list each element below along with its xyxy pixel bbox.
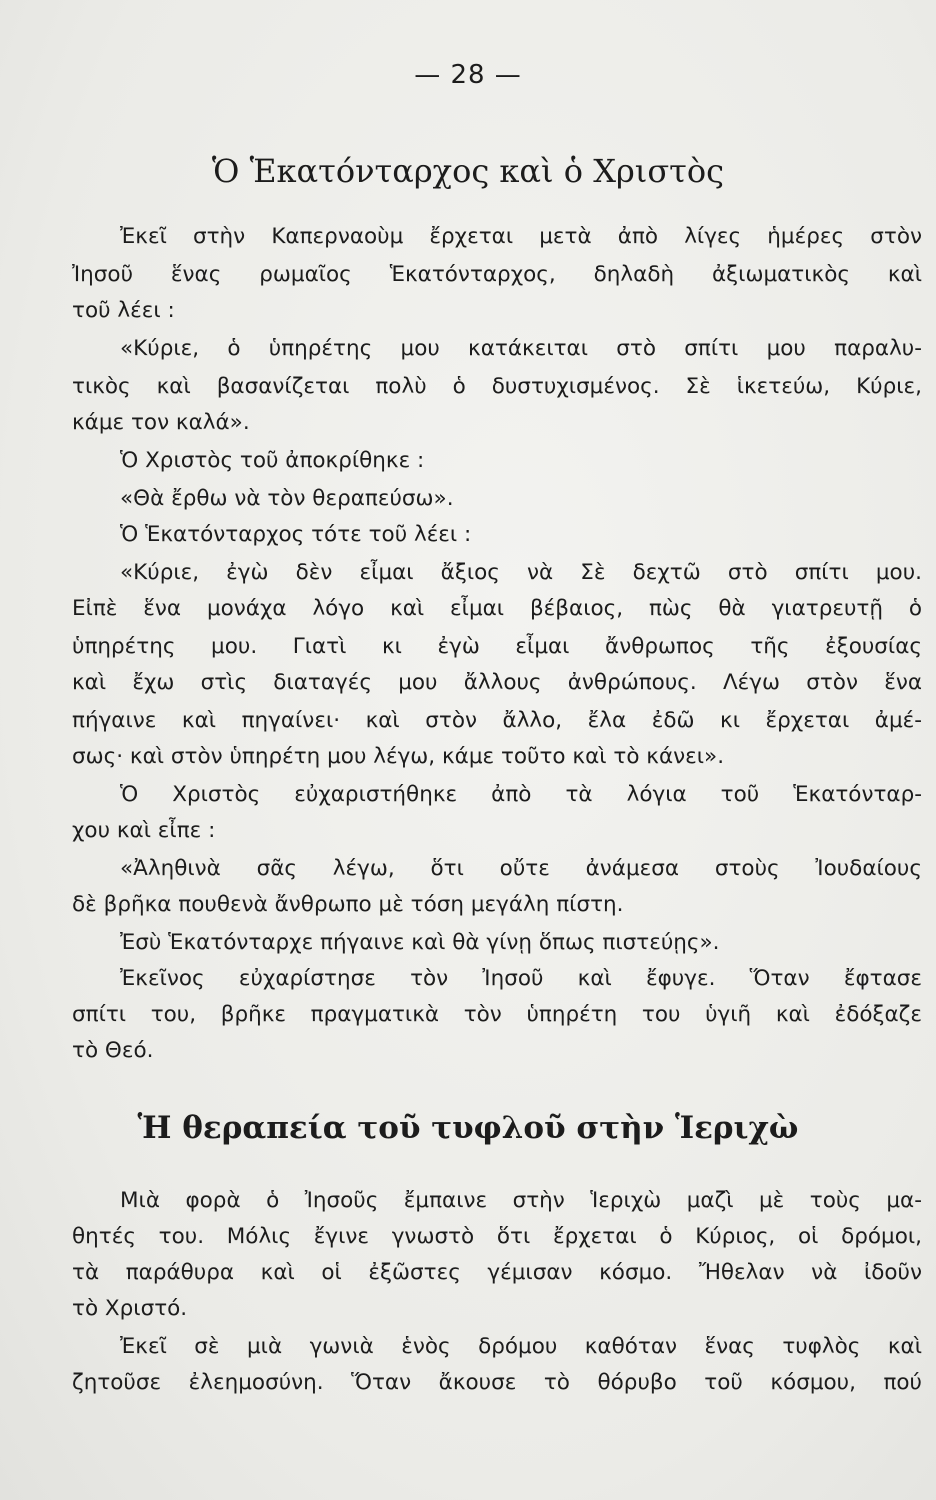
text-line: καὶ ἔχω στὶς διαταγές μου ἄλλους ἀνθρώπους. Λέγω στὸν ἕνα bbox=[72, 670, 922, 695]
page-number: — 28 — bbox=[414, 60, 522, 90]
text-line: Ἐκεῖ σὲ μιὰ γωνιὰ ἑνὸς δρόμου καθόταν ἕνας τυφλὸς καὶ bbox=[120, 1334, 922, 1359]
text-line: «Ἀληθινὰ σᾶς λέγω, ὅτι οὔτε ἀνάμεσα στοὺς Ἰουδαίους bbox=[120, 856, 922, 881]
text-line: Ἰησοῦ ἕνας ρωμαῖος Ἑκατόνταρχος, δηλαδὴ ἀξιωματικὸς καὶ bbox=[72, 262, 922, 287]
text-line: ζητοῦσε ἐλεημοσύνη. Ὅταν ἄκουσε τὸ θόρυβο τοῦ κόσμου, πού bbox=[72, 1370, 922, 1395]
text-line: «Θὰ ἔρθω νὰ τὸν θεραπεύσω». bbox=[120, 486, 454, 511]
text-line: κάμε τον καλά». bbox=[72, 410, 250, 435]
text-line: Ὁ Ἑκατόνταρχος τότε τοῦ λέει : bbox=[120, 522, 472, 547]
text-line: «Κύριε, ὁ ὑπηρέτης μου κατάκειται στὸ σπίτι μου παραλυ- bbox=[120, 336, 922, 361]
text-line: τὸ Θεό. bbox=[72, 1038, 154, 1063]
text-line: «Κύριε, ἐγὼ δὲν εἶμαι ἄξιος νὰ Σὲ δεχτῶ στὸ σπίτι μου. bbox=[120, 560, 922, 585]
text-line: τοῦ λέει : bbox=[72, 298, 175, 323]
text-line: τὸ Χριστό. bbox=[72, 1296, 188, 1321]
text-line: ὑπηρέτης μου. Γιατὶ κι ἐγὼ εἶμαι ἄνθρωπος τῆς ἐξουσίας bbox=[72, 634, 922, 659]
text-line: σως· καὶ στὸν ὑπηρέτη μου λέγω, κάμε τοῦτο καὶ τὸ κάνει». bbox=[72, 744, 725, 769]
text-line: Μιὰ φορὰ ὁ Ἰησοῦς ἔμπαινε στὴν Ἱεριχὼ μαζὶ μὲ τοὺς μα- bbox=[120, 1188, 922, 1213]
section-title-centurion: Ὁ Ἑκατόνταρχος καὶ ὁ Χριστὸς bbox=[211, 152, 725, 190]
text-line: Εἰπὲ ἕνα μονάχα λόγο καὶ εἶμαι βέβαιος, πὼς θὰ γιατρευτῇ ὁ bbox=[72, 596, 922, 621]
text-line: σπίτι του, βρῆκε πραγματικὰ τὸν ὑπηρέτη του ὑγιῆ καὶ ἐδόξαζε bbox=[72, 1002, 922, 1027]
text-line: Ἐκεῖ στὴν Καπερναοὺμ ἔρχεται μετὰ ἀπὸ λίγες ἡμέρες στὸν bbox=[120, 224, 922, 249]
text-line: Ὁ Χριστὸς εὐχαριστήθηκε ἀπὸ τὰ λόγια τοῦ Ἑκατόνταρ- bbox=[120, 782, 922, 807]
text-line: δὲ βρῆκα πουθενὰ ἄνθρωπο μὲ τόση μεγάλη πίστη. bbox=[72, 892, 624, 917]
text-line: Ὁ Χριστὸς τοῦ ἀποκρίθηκε : bbox=[120, 448, 425, 473]
section-title-blind-man: Ἡ θεραπεία τοῦ τυφλοῦ στὴν Ἱεριχὼ bbox=[137, 1110, 799, 1146]
text-line: πήγαινε καὶ πηγαίνει· καὶ στὸν ἄλλο, ἔλα ἐδῶ κι ἔρχεται ἀμέ- bbox=[72, 708, 922, 733]
text-line: χου καὶ εἶπε : bbox=[72, 818, 216, 843]
text-line: Ἐσὺ Ἑκατόνταρχε πήγαινε καὶ θὰ γίνῃ ὅπως πιστεύῃς». bbox=[120, 930, 720, 955]
text-line: τὰ παράθυρα καὶ οἱ ἐξῶστες γέμισαν κόσμο. Ἤθελαν νὰ ἰδοῦν bbox=[72, 1260, 922, 1285]
text-line: θητές του. Μόλις ἔγινε γνωστὸ ὅτι ἔρχεται ὁ Κύριος, οἱ δρόμοι, bbox=[72, 1224, 922, 1249]
text-line: Ἐκεῖνος εὐχαρίστησε τὸν Ἰησοῦ καὶ ἔφυγε. Ὅταν ἔφτασε bbox=[120, 966, 922, 991]
text-line: τικὸς καὶ βασανίζεται πολὺ ὁ δυστυχισμένος. Σὲ ἱκετεύω, Κύριε, bbox=[72, 374, 922, 399]
